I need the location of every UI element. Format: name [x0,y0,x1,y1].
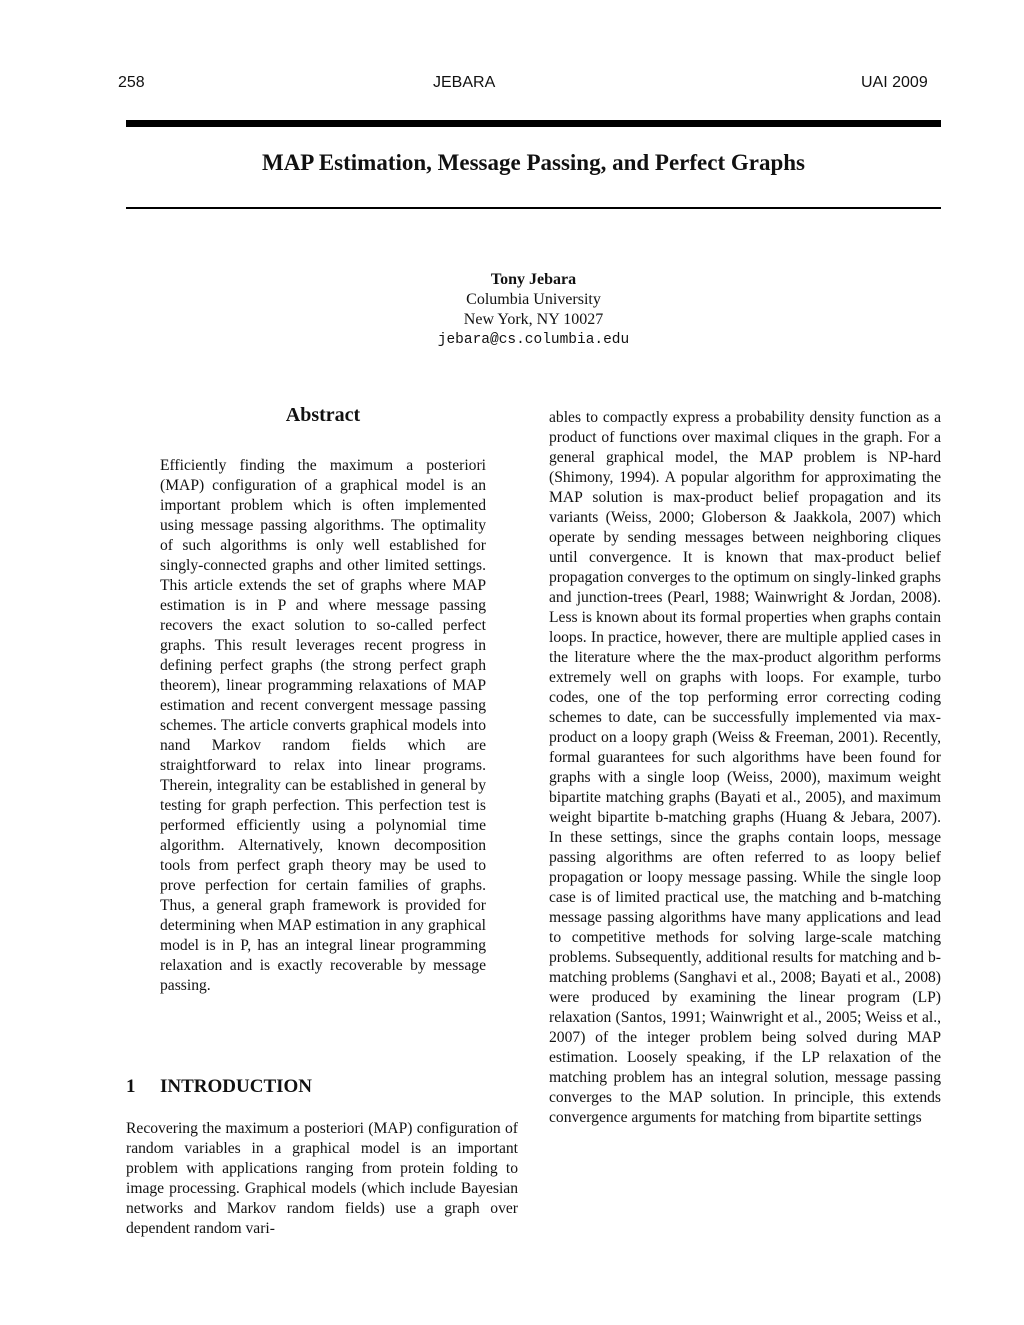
paper-title: MAP Estimation, Message Passing, and Perfect Graphs [261,150,805,175]
author-address: New York, NY 10027 [463,311,604,328]
section-title: INTRODUCTION [160,1076,313,1097]
introduction-paragraph-right: ables to compactly express a probability density function as a product of functions over maximal cliques in the graph. For a general graphical model, the MAP problem is NP-hard (Shimony, 1994). A popular algorithm for approximating the MAP solution is max-product belief propagation and its variants (Weiss, 2000; Globerson & Jaakkola, 2007) which operate by sending messages between neighboring cliques until convergence. It is known that max-product belief propagation converges to the optimum on singly-linked graphs and junction-trees (Pearl, 1988; Wainwright & Jordan, 2008). Less is known about its formal properties when graphs contain loops. In practice, however, there are multiple applied cases in the literature where the the max-product algorithm performs extremely well on graphs with loops. For example, turbo codes, one of the top performing error correcting coding schemes to date, can be successfully implemented via max-product on a loopy graph (Weiss & Freeman, 2001). Recently, formal guarantees for such algorithms have been found for graphs with a single loop (Weiss, 2000), maximum weight bipartite matching graphs (Bayati et al., 2005), and maximum weight bipartite b-matching graphs (Huang & Jebara, 2007). In these settings, since the graphs contain loops, message passing algorithms are often referred to as loopy belief propagation or loopy message passing. While the single loop case is of limited practical use, the matching and b-matching message passing algorithms have many applications and lead to competitive methods for solving large-scale matching problems. Subsequently, additional results for matching and b-matching problems (Sanghavi et al., 2008; Bayati et al., 2008) were produced by examining the linear program (LP) relaxation (Santos, 1991; Wainwright et al., 2005; Weiss et al., 2007) of the integer problem being solved during MAP estimation. Loosely speaking, if the LP relaxation of the matching problem has an integral solution, message passing converges to the MAP solution. In principle, this extends convergence arguments for matching from bipartite settings [549,409,941,1126]
title-rule-bottom [126,207,941,209]
running-title: JEBARA [433,74,496,91]
introduction-paragraph-left: Recovering the maximum a posteriori (MAP) configuration of random variables in a graphical model is an important problem with applications ranging from protein folding to image processing. Graphical models (which include Bayesian networks and Markov random fields) use a graph over dependent random vari- [126,1120,518,1237]
section-number: 1 [126,1076,136,1097]
venue-label: UAI 2009 [861,74,928,91]
title-rule-top [126,120,941,127]
author-name: Tony Jebara [490,271,577,288]
page-number: 258 [118,74,145,91]
abstract-heading: Abstract [285,404,361,426]
author-affiliation: Columbia University [466,291,601,308]
author-block [126,270,941,350]
abstract-text: Efficiently finding the maximum a posteriori (MAP) configuration of a graphical model is an important problem which is often implemented using message passing algorithms. The optimality of such algorithms is only well established for singly-connected graphs and other limited settings. This article extends the set of graphs where MAP estimation is in P and where message passing recovers the exact solution to so-called perfect graphs. This result leverages recent progress in defining perfect graphs (the strong perfect graph theorem), linear programming relaxations of MAP estimation and recent convergent message passing schemes. The article converts graphical models into nand Markov random fields which are straightforward to relax into linear programs. Therein, integrality can be established in general by testing for graph perfection. This perfection test is performed efficiently using a polynomial time algorithm. Alternatively, known decomposition tools from perfect graph theory may be used to prove perfection for certain families of graphs. Thus, a general graph framework is provided for determining when MAP estimation in any graphical model is in P, has an integral linear programming relaxation and is exactly recoverable by message passing. [160,457,486,994]
author-email: jebara@cs.columbia.edu [437,332,630,348]
section-heading-introduction [126,1076,312,1098]
